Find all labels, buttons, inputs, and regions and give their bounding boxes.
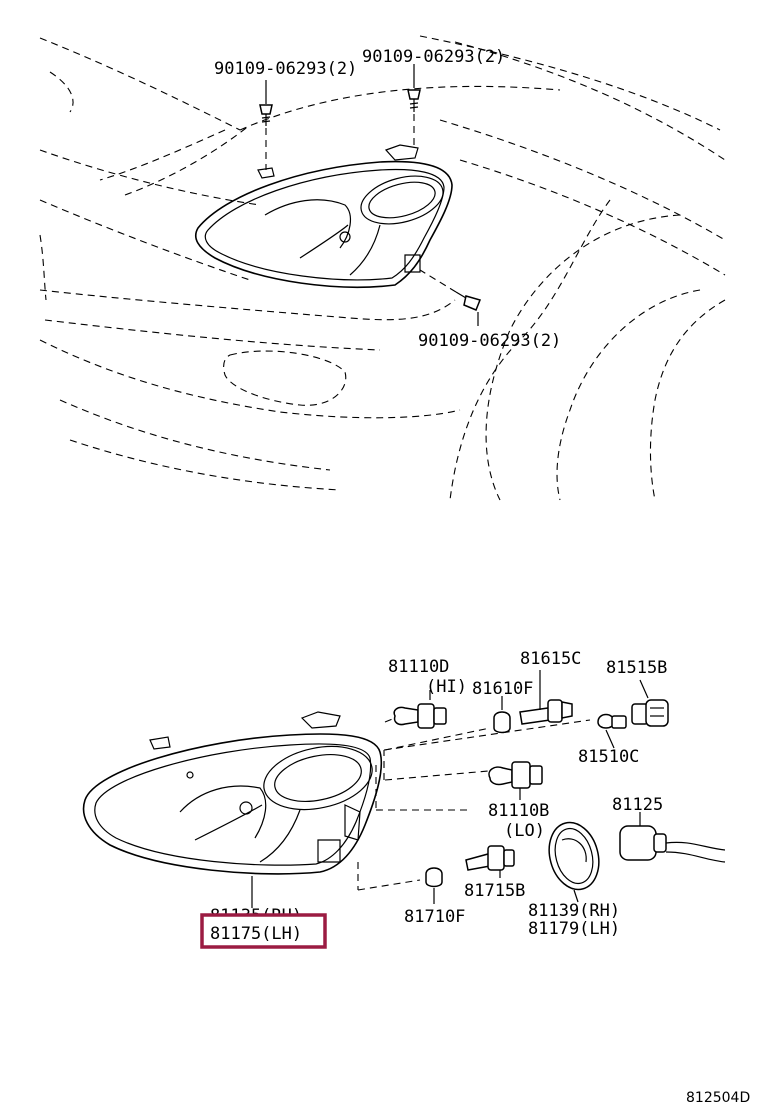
bolt-icon: [408, 90, 420, 150]
label-81125: 81125: [612, 795, 664, 815]
label-bolt-bottom: 90109-06293(2): [418, 331, 562, 351]
label-81110B: 81110B: [488, 801, 550, 821]
label-81139-rh: 81139(RH): [528, 901, 621, 921]
label-81510C: 81510C: [578, 747, 640, 767]
bulb-cap-icon: [426, 868, 442, 887]
bulb-hi-icon: [394, 704, 446, 728]
socket-cap-icon: [494, 712, 510, 733]
vehicle-body-outline: [40, 36, 725, 500]
label-81615C: 81615C: [520, 649, 582, 669]
label-81715B: 81715B: [464, 881, 526, 901]
bulb-lo-icon: [489, 762, 542, 788]
label-81175-lh[interactable]: 81175(LH): [210, 924, 303, 944]
upper-headlamp-assembly: [196, 145, 452, 287]
lower-headlamp-assembly: [84, 712, 382, 874]
socket-icon: [520, 700, 572, 724]
label-81710F: 81710F: [404, 907, 466, 927]
dust-cover-icon: [542, 817, 606, 902]
figure-code: 812504D: [686, 1090, 751, 1106]
bolt-icon: [260, 105, 272, 170]
label-bolt-right: 90109-06293(2): [362, 47, 506, 67]
label-81110D: 81110D: [388, 657, 450, 677]
small-bulb-icon: [598, 715, 626, 729]
label-hi-note: (HI): [426, 677, 467, 697]
label-lo-note: (LO): [504, 821, 545, 841]
socket-bottom-icon: [466, 846, 514, 870]
label-81515B: 81515B: [606, 658, 668, 678]
label-81179-lh: 81179(LH): [528, 919, 621, 939]
connector-socket-icon: [632, 700, 668, 726]
connector-harness-icon: [620, 812, 725, 862]
label-81610F: 81610F: [472, 679, 534, 699]
label-bolt-left: 90109-06293(2): [214, 59, 358, 79]
